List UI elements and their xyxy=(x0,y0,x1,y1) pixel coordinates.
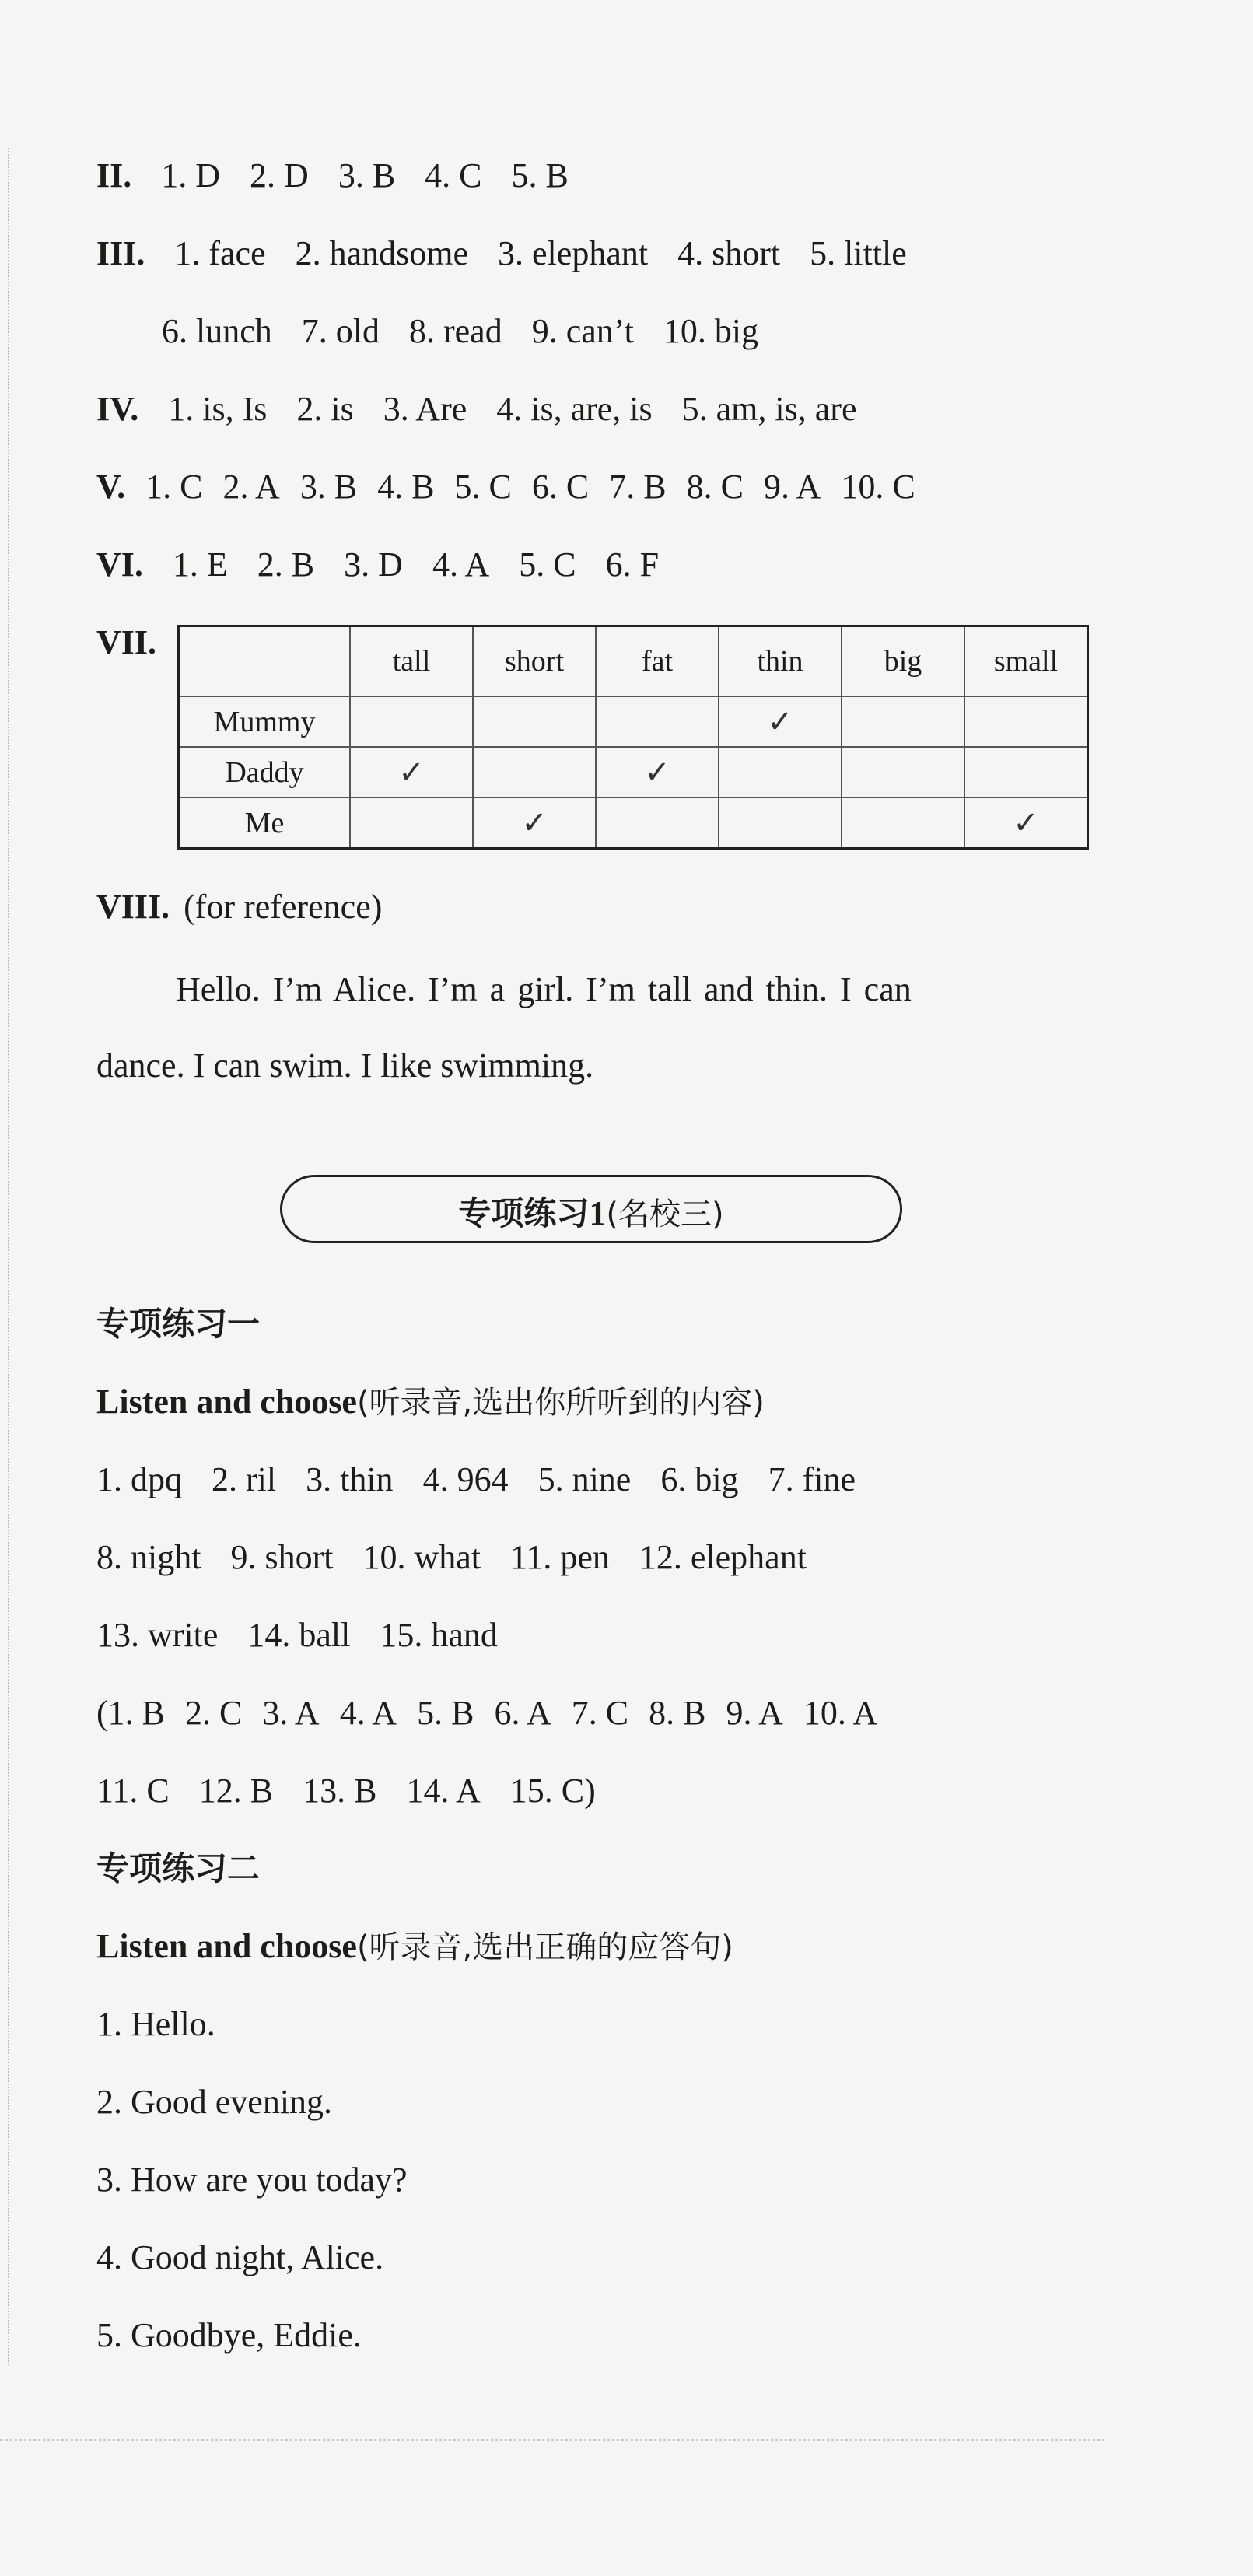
answer-item: 13. B xyxy=(303,1772,377,1810)
answer-item: 2. C xyxy=(185,1694,243,1732)
list-item: 14. ball xyxy=(247,1616,351,1654)
answer-item: 7. C xyxy=(571,1694,629,1732)
section-label: VI. xyxy=(96,545,143,584)
check-cell xyxy=(842,747,964,797)
answer-item: 15. C) xyxy=(509,1772,596,1810)
answer-item: 2. B xyxy=(257,545,315,584)
list-item: 4. Good night, Alice. xyxy=(96,2238,384,2276)
answer-item: 8. B xyxy=(649,1694,706,1732)
answer-item: 6. lunch xyxy=(162,312,272,350)
list-item: 2. Good evening. xyxy=(96,2083,333,2121)
check-cell xyxy=(473,747,596,797)
list-item: 3. How are you today? xyxy=(96,2161,408,2199)
column-header: big xyxy=(842,626,964,697)
answer-key-line-2 xyxy=(96,1769,596,1813)
check-cell xyxy=(719,797,842,849)
answer-key-line-1 xyxy=(96,1691,877,1735)
answer-item: 1. C xyxy=(145,468,203,506)
table-row xyxy=(179,797,1088,849)
answer-item: 1. face xyxy=(174,234,266,272)
section-heading-1: 专项练习一 xyxy=(96,1305,261,1343)
word-list-line-3 xyxy=(96,1614,498,1657)
section-label: VIII. xyxy=(96,888,170,926)
section-label: II. xyxy=(96,156,132,195)
list-item: 11. pen xyxy=(509,1538,610,1576)
column-header: small xyxy=(964,626,1088,697)
list-item: 9. short xyxy=(230,1538,334,1576)
answer-item: 10. A xyxy=(803,1694,878,1732)
answer-line-II xyxy=(96,154,569,198)
row-header: Me xyxy=(179,797,351,849)
answer-item: 5. C xyxy=(519,545,576,584)
answer-table xyxy=(177,625,1089,850)
answer-item: 3. elephant xyxy=(498,234,649,272)
answer-item: 7. B xyxy=(609,468,667,506)
table-row xyxy=(179,747,1088,797)
page-bottom-dotted-line xyxy=(0,2439,1104,2441)
answer-item: 4. A xyxy=(339,1694,397,1732)
instruction-en: Listen and choose xyxy=(96,1927,357,1965)
check-cell xyxy=(596,797,719,849)
check-cell xyxy=(350,797,473,849)
banner-title-number: 1 xyxy=(589,1194,607,1232)
banner-subtitle: (名校三) xyxy=(606,1197,724,1232)
answer-item: 5. am, is, are xyxy=(681,390,857,428)
check-cell xyxy=(842,696,964,747)
answer-item: 4. short xyxy=(677,234,781,272)
table-row xyxy=(179,696,1088,747)
answer-item: 3. A xyxy=(262,1694,320,1732)
answer-item: 6. F xyxy=(605,545,660,584)
banner-title xyxy=(282,1188,900,1235)
answer-item: 5. B xyxy=(511,156,569,195)
answer-line-VI xyxy=(96,543,659,587)
answer-item: 10. big xyxy=(663,312,759,350)
answer-item: 4. C xyxy=(425,156,482,195)
word-list-line-1 xyxy=(96,1458,856,1502)
list-item: 15. hand xyxy=(380,1616,498,1654)
check-cell: ✓ xyxy=(596,747,719,797)
list-item: 13. write xyxy=(96,1616,219,1654)
reference-text-line-2: dance. I can swim. I like swimming. xyxy=(96,1046,594,1085)
column-header: tall xyxy=(350,626,473,697)
answer-item: 5. B xyxy=(417,1694,474,1732)
instruction-en: Listen and choose xyxy=(96,1383,357,1421)
check-cell xyxy=(964,696,1088,747)
answer-item: 4. B xyxy=(377,468,435,506)
check-cell: ✓ xyxy=(350,747,473,797)
answer-item: 14. A xyxy=(406,1772,481,1810)
answer-item: 5. C xyxy=(454,468,512,506)
list-item: 5. nine xyxy=(537,1460,632,1498)
answer-item: 2. handsome xyxy=(295,234,469,272)
answer-line-III-1 xyxy=(96,232,907,275)
section-banner xyxy=(280,1175,902,1243)
reference-text-line-1: Hello. I’m Alice. I’m a girl. I’m tall and thin. I can xyxy=(176,970,912,1008)
row-header: Mummy xyxy=(179,696,351,747)
answer-item: 4. is, are, is xyxy=(496,390,653,428)
section-heading-2: 专项练习二 xyxy=(96,1849,261,1887)
answer-item: 5. little xyxy=(810,234,907,272)
check-cell xyxy=(964,747,1088,797)
list-item: 2. ril xyxy=(212,1460,277,1498)
reference-note: (for reference) xyxy=(184,888,383,926)
answer-item: 7. old xyxy=(301,312,380,350)
answer-item: 10. C xyxy=(841,468,915,506)
check-cell xyxy=(596,696,719,747)
check-cell: ✓ xyxy=(473,797,596,849)
section-label: III. xyxy=(96,234,145,272)
check-cell: ✓ xyxy=(719,696,842,747)
answer-item: 3. Are xyxy=(383,390,467,428)
list-item: 1. dpq xyxy=(96,1460,182,1498)
banner-title-cjk: 专项练习 xyxy=(458,1194,590,1232)
list-item: 8. night xyxy=(96,1538,201,1576)
table-corner-cell xyxy=(179,626,351,697)
check-cell xyxy=(842,797,964,849)
answer-item: 11. C xyxy=(96,1772,170,1810)
list-item: 1. Hello. xyxy=(96,2005,215,2043)
list-item: 4. 964 xyxy=(422,1460,509,1498)
check-cell: ✓ xyxy=(964,797,1088,849)
answer-item: 2. A xyxy=(222,468,280,506)
instruction-cjk: (听录音,选出你所听到的内容) xyxy=(356,1385,765,1421)
answer-item: 9. A xyxy=(763,468,821,506)
answer-item: 2. is xyxy=(296,390,354,428)
answer-item: 2. D xyxy=(250,156,309,195)
list-item: 3. thin xyxy=(306,1460,394,1498)
answer-item: 12. B xyxy=(198,1772,274,1810)
section-label-VII: VII. xyxy=(96,623,157,661)
column-header: fat xyxy=(596,626,719,697)
list-item: 5. Goodbye, Eddie. xyxy=(96,2316,362,2354)
answer-item: 4. A xyxy=(432,545,490,584)
row-header: Daddy xyxy=(179,747,351,797)
list-item: 7. fine xyxy=(768,1460,856,1498)
answer-line-III-2 xyxy=(162,310,758,353)
list-item: 6. big xyxy=(660,1460,739,1498)
answer-line-VIII xyxy=(96,885,382,929)
answer-line-V xyxy=(96,465,915,509)
check-cell xyxy=(473,696,596,747)
instruction-cjk: (听录音,选出正确的应答句) xyxy=(356,1929,733,1965)
answer-item: 3. D xyxy=(344,545,403,584)
column-header: short xyxy=(473,626,596,697)
answer-item: 9. A xyxy=(726,1694,783,1732)
instruction-line-2 xyxy=(96,1925,733,1969)
answer-line-IV xyxy=(96,387,856,431)
answer-item: 1. D xyxy=(161,156,221,195)
answer-item: 8. C xyxy=(686,468,744,506)
instruction-line-1 xyxy=(96,1380,765,1425)
answer-item: 1. is, Is xyxy=(168,390,268,428)
check-cell xyxy=(350,696,473,747)
answer-item: 3. B xyxy=(338,156,396,195)
check-cell xyxy=(719,747,842,797)
page-edge-dotted-line xyxy=(8,148,9,2365)
answer-item: 6. A xyxy=(494,1694,551,1732)
answer-item: 8. read xyxy=(409,312,502,350)
section-label: IV. xyxy=(96,390,139,428)
answer-item: 9. can’t xyxy=(531,312,634,350)
answer-item: 3. B xyxy=(299,468,358,506)
word-list-line-2 xyxy=(96,1536,807,1579)
answer-item: 6. C xyxy=(531,468,590,506)
list-item: 12. elephant xyxy=(639,1538,807,1576)
answer-item: 1. E xyxy=(172,545,228,584)
list-item: 10. what xyxy=(362,1538,481,1576)
table-header-row xyxy=(179,626,1088,697)
section-label: V. xyxy=(96,468,126,506)
column-header: thin xyxy=(719,626,842,697)
answer-item: (1. B xyxy=(96,1694,165,1732)
